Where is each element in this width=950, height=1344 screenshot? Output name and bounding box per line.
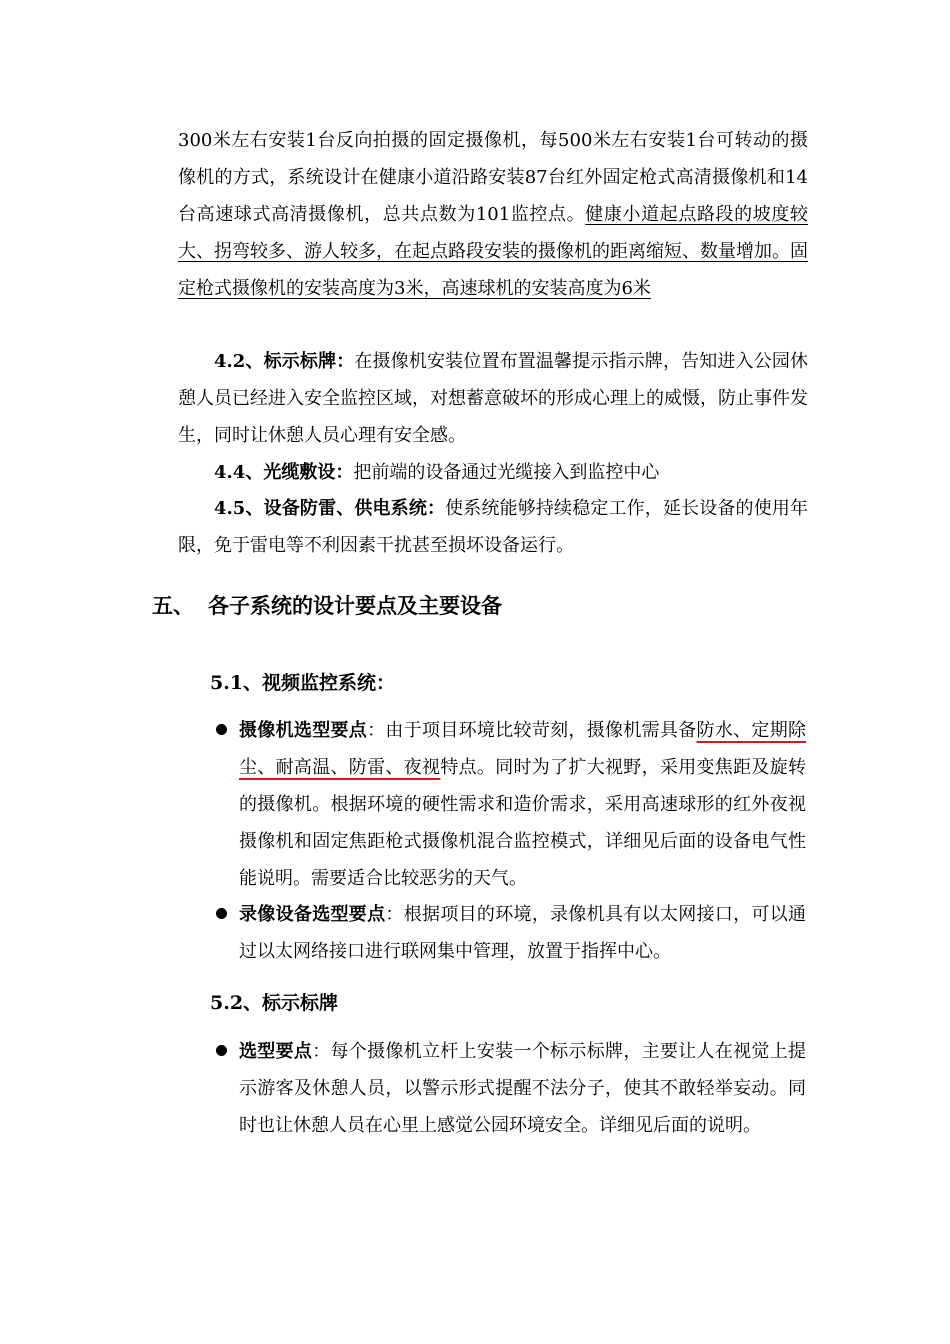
section-5-2-heading: 5.2、标示标牌 [210, 992, 339, 1014]
section-4-2-colon: ： [336, 351, 355, 372]
bullet-camera-selection-text [239, 712, 806, 897]
section-4-5-paragraph [178, 490, 808, 564]
camera-selection-colon: ： [367, 720, 386, 741]
bullet-recorder-selection-text [239, 896, 806, 970]
recorder-selection-colon: ： [385, 904, 404, 925]
recorder-selection-text: 根据项目的环境，录像机具有以太网接口，可以通过以太网络接口进行联网集中管理，放置于指挥中心。 [239, 904, 807, 962]
section-4-5-colon: ： [426, 498, 446, 519]
intro-underlined-text: 健康小道起点路段的坡度较大、拐弯较多、游人较多，在起点路段安装的摄像机的距离缩短、数量增加。固定枪式摄像机的安装高度为3米，高速球机的安装高度为6米 [178, 204, 809, 299]
camera-selection-highlight: 防水、定期除尘、耐高温、防雷、夜视 [239, 720, 807, 778]
section-4-2-label: 4.2、标示标牌 [214, 351, 337, 372]
sign-selection-text: 每个摄像机立杆上安装一个标示标牌，主要让人在视觉上提示游客及休憩人员，以警示形式提醒不法分子，使其不敢轻举妄动。同时也让休憩人员在心里上感觉公园环境安全。详细见后面的说明。 [239, 1041, 807, 1136]
section-4-4-colon: ： [335, 462, 354, 483]
bullet-dot-icon [216, 908, 227, 919]
camera-selection-post: 特点。同时为了扩大视野，采用变焦距及旋转的摄像机。根据环境的硬性需求和造价需求，采用高速球形的红外夜视摄像机和固定焦距枪式摄像机混合监控模式，详细见后面的设备电气性能说明。需要适合比较恶劣的天气。 [239, 757, 807, 889]
camera-selection-pre: 由于项目环境比较苛刻，摄像机需具备 [385, 720, 697, 741]
sign-selection-colon: ： [312, 1041, 331, 1062]
section-5-heading [152, 590, 502, 620]
section-5-number: 五、 [152, 594, 194, 618]
bullet-sign-selection [216, 1033, 806, 1144]
section-5-title: 各子系统的设计要点及主要设备 [208, 594, 502, 618]
bullet-dot-icon [216, 724, 227, 735]
section-5-1-heading: 5.1、视频监控系统： [210, 672, 396, 694]
intro-paragraph [178, 122, 808, 307]
section-4-5-label: 4.5、设备防雷、供电系统 [214, 498, 427, 519]
bullet-recorder-selection [216, 896, 806, 970]
camera-selection-label: 摄像机选型要点 [239, 720, 368, 741]
sign-selection-label: 选型要点 [239, 1041, 313, 1062]
bullet-sign-selection-text [239, 1033, 806, 1144]
section-4-5-text: 使系统能够持续稳定工作，延长设备的使用年限，免于雷电等不利因素干扰甚至损坏设备运行。 [178, 498, 809, 556]
section-4-2-text: 在摄像机安装位置布置温馨提示指示牌，告知进入公园休憩人员已经进入安全监控区域，对想蓄意破坏的形成心理上的威慑，防止事件发生，同时让休憩人员心理有安全感。 [178, 351, 809, 446]
intro-text: 300米左右安装1台反向拍摄的固定摄像机，每500米左右安装1台可转动的摄像机的方式，系统设计在健康小道沿路安装87台红外固定枪式高清摄像机和14台高速球式高清摄像机，总共点数为101监控点。 [178, 130, 808, 225]
section-4-2-paragraph [178, 343, 808, 454]
section-4-4-paragraph [178, 454, 808, 491]
section-4-4-label: 4.4、光缆敷设 [214, 462, 336, 483]
bullet-camera-selection [216, 712, 806, 897]
recorder-selection-label: 录像设备选型要点 [239, 904, 386, 925]
section-4-4-text: 把前端的设备通过光缆接入到监控中心 [353, 462, 660, 483]
bullet-dot-icon [216, 1045, 227, 1056]
